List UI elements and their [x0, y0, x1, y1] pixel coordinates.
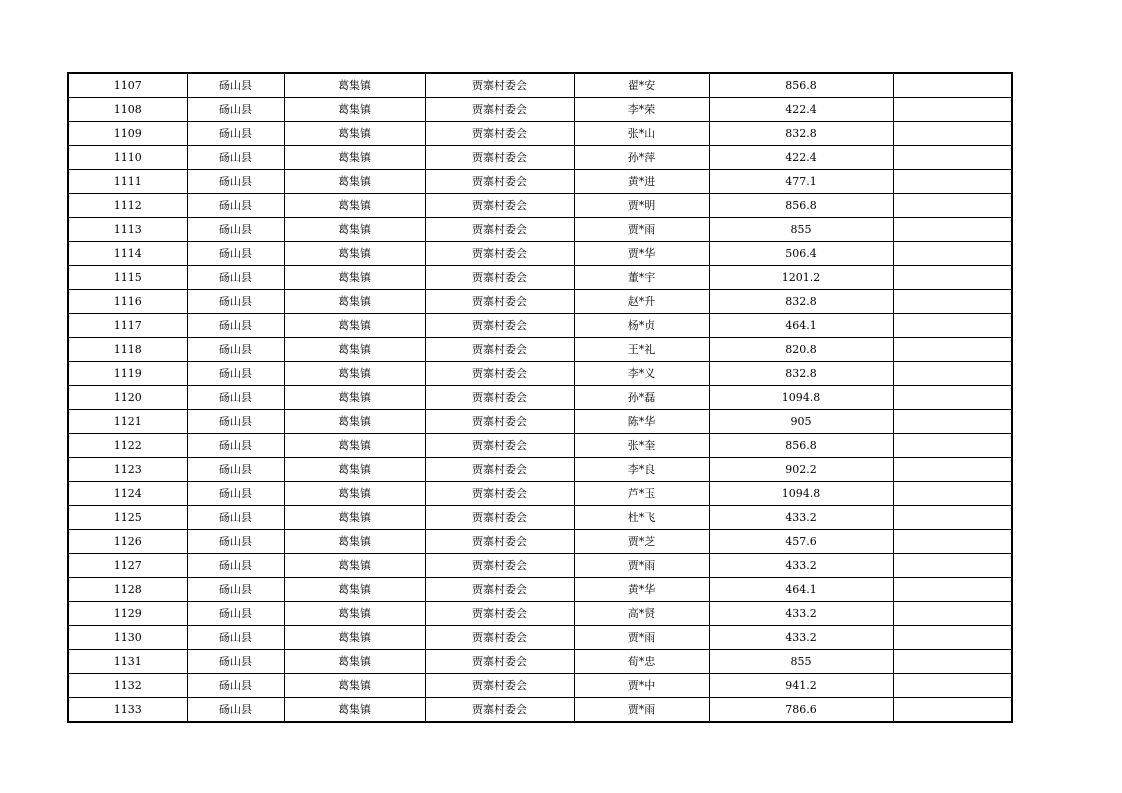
amount-cell: 820.8 [709, 338, 893, 362]
county-cell: 砀山县 [187, 434, 284, 458]
village-committee-cell: 贾寨村委会 [425, 698, 574, 723]
person-name-cell: 贾*明 [574, 194, 709, 218]
table-row [68, 434, 1012, 458]
town-cell: 葛集镇 [284, 218, 425, 242]
table-row [68, 698, 1012, 723]
table-row [68, 650, 1012, 674]
row-number-cell: 1110 [68, 146, 187, 170]
table-row [68, 73, 1012, 98]
table-row [68, 218, 1012, 242]
person-name-cell: 贾*雨 [574, 218, 709, 242]
row-number-cell: 1113 [68, 218, 187, 242]
amount-cell: 464.1 [709, 314, 893, 338]
amount-cell: 832.8 [709, 362, 893, 386]
note-cell [893, 530, 1012, 554]
town-cell: 葛集镇 [284, 386, 425, 410]
amount-cell: 832.8 [709, 122, 893, 146]
town-cell: 葛集镇 [284, 554, 425, 578]
table-row [68, 194, 1012, 218]
town-cell: 葛集镇 [284, 602, 425, 626]
row-number-cell: 1130 [68, 626, 187, 650]
amount-cell: 856.8 [709, 73, 893, 98]
person-name-cell: 李*良 [574, 458, 709, 482]
beneficiary-table [67, 72, 1013, 723]
village-committee-cell: 贾寨村委会 [425, 314, 574, 338]
village-committee-cell: 贾寨村委会 [425, 554, 574, 578]
town-cell: 葛集镇 [284, 674, 425, 698]
county-cell: 砀山县 [187, 482, 284, 506]
table-row [68, 578, 1012, 602]
row-number-cell: 1119 [68, 362, 187, 386]
town-cell: 葛集镇 [284, 290, 425, 314]
table-row [68, 554, 1012, 578]
note-cell [893, 290, 1012, 314]
village-committee-cell: 贾寨村委会 [425, 242, 574, 266]
town-cell: 葛集镇 [284, 506, 425, 530]
village-committee-cell: 贾寨村委会 [425, 674, 574, 698]
note-cell [893, 410, 1012, 434]
county-cell: 砀山县 [187, 98, 284, 122]
amount-cell: 1094.8 [709, 386, 893, 410]
county-cell: 砀山县 [187, 290, 284, 314]
row-number-cell: 1115 [68, 266, 187, 290]
county-cell: 砀山县 [187, 530, 284, 554]
amount-cell: 433.2 [709, 506, 893, 530]
note-cell [893, 146, 1012, 170]
table-row [68, 482, 1012, 506]
amount-cell: 477.1 [709, 170, 893, 194]
person-name-cell: 张*山 [574, 122, 709, 146]
county-cell: 砀山县 [187, 698, 284, 723]
amount-cell: 457.6 [709, 530, 893, 554]
amount-cell: 856.8 [709, 194, 893, 218]
village-committee-cell: 贾寨村委会 [425, 434, 574, 458]
village-committee-cell: 贾寨村委会 [425, 266, 574, 290]
county-cell: 砀山县 [187, 602, 284, 626]
amount-cell: 464.1 [709, 578, 893, 602]
row-number-cell: 1116 [68, 290, 187, 314]
table-row [68, 266, 1012, 290]
note-cell [893, 194, 1012, 218]
table-row [68, 122, 1012, 146]
person-name-cell: 贾*华 [574, 242, 709, 266]
row-number-cell: 1107 [68, 73, 187, 98]
note-cell [893, 73, 1012, 98]
row-number-cell: 1114 [68, 242, 187, 266]
county-cell: 砀山县 [187, 146, 284, 170]
town-cell: 葛集镇 [284, 73, 425, 98]
amount-cell: 832.8 [709, 290, 893, 314]
county-cell: 砀山县 [187, 506, 284, 530]
row-number-cell: 1120 [68, 386, 187, 410]
village-committee-cell: 贾寨村委会 [425, 650, 574, 674]
county-cell: 砀山县 [187, 122, 284, 146]
person-name-cell: 芦*玉 [574, 482, 709, 506]
town-cell: 葛集镇 [284, 362, 425, 386]
person-name-cell: 董*宇 [574, 266, 709, 290]
person-name-cell: 李*义 [574, 362, 709, 386]
table-row [68, 410, 1012, 434]
town-cell: 葛集镇 [284, 338, 425, 362]
table-row [68, 170, 1012, 194]
amount-cell: 855 [709, 218, 893, 242]
row-number-cell: 1131 [68, 650, 187, 674]
row-number-cell: 1132 [68, 674, 187, 698]
row-number-cell: 1111 [68, 170, 187, 194]
village-committee-cell: 贾寨村委会 [425, 578, 574, 602]
person-name-cell: 张*奎 [574, 434, 709, 458]
amount-cell: 506.4 [709, 242, 893, 266]
note-cell [893, 266, 1012, 290]
amount-cell: 855 [709, 650, 893, 674]
table-row [68, 386, 1012, 410]
amount-cell: 905 [709, 410, 893, 434]
person-name-cell: 杜*飞 [574, 506, 709, 530]
county-cell: 砀山县 [187, 242, 284, 266]
person-name-cell: 贾*雨 [574, 554, 709, 578]
village-committee-cell: 贾寨村委会 [425, 290, 574, 314]
table-row [68, 290, 1012, 314]
amount-cell: 433.2 [709, 602, 893, 626]
row-number-cell: 1133 [68, 698, 187, 723]
village-committee-cell: 贾寨村委会 [425, 410, 574, 434]
note-cell [893, 554, 1012, 578]
person-name-cell: 杨*贞 [574, 314, 709, 338]
town-cell: 葛集镇 [284, 626, 425, 650]
table-row [68, 674, 1012, 698]
person-name-cell: 贾*雨 [574, 698, 709, 723]
town-cell: 葛集镇 [284, 482, 425, 506]
village-committee-cell: 贾寨村委会 [425, 506, 574, 530]
row-number-cell: 1125 [68, 506, 187, 530]
village-committee-cell: 贾寨村委会 [425, 362, 574, 386]
village-committee-cell: 贾寨村委会 [425, 218, 574, 242]
person-name-cell: 黄*进 [574, 170, 709, 194]
village-committee-cell: 贾寨村委会 [425, 530, 574, 554]
village-committee-cell: 贾寨村委会 [425, 626, 574, 650]
row-number-cell: 1112 [68, 194, 187, 218]
county-cell: 砀山县 [187, 650, 284, 674]
person-name-cell: 李*荣 [574, 98, 709, 122]
county-cell: 砀山县 [187, 266, 284, 290]
village-committee-cell: 贾寨村委会 [425, 73, 574, 98]
amount-cell: 902.2 [709, 458, 893, 482]
row-number-cell: 1129 [68, 602, 187, 626]
note-cell [893, 242, 1012, 266]
person-name-cell: 赵*升 [574, 290, 709, 314]
town-cell: 葛集镇 [284, 122, 425, 146]
county-cell: 砀山县 [187, 626, 284, 650]
note-cell [893, 362, 1012, 386]
table-row [68, 458, 1012, 482]
person-name-cell: 黄*华 [574, 578, 709, 602]
county-cell: 砀山县 [187, 386, 284, 410]
note-cell [893, 338, 1012, 362]
person-name-cell: 贾*中 [574, 674, 709, 698]
town-cell: 葛集镇 [284, 266, 425, 290]
person-name-cell: 陈*华 [574, 410, 709, 434]
village-committee-cell: 贾寨村委会 [425, 602, 574, 626]
town-cell: 葛集镇 [284, 434, 425, 458]
county-cell: 砀山县 [187, 314, 284, 338]
county-cell: 砀山县 [187, 194, 284, 218]
amount-cell: 1201.2 [709, 266, 893, 290]
note-cell [893, 674, 1012, 698]
county-cell: 砀山县 [187, 338, 284, 362]
town-cell: 葛集镇 [284, 530, 425, 554]
county-cell: 砀山县 [187, 410, 284, 434]
table-row [68, 314, 1012, 338]
county-cell: 砀山县 [187, 170, 284, 194]
note-cell [893, 314, 1012, 338]
row-number-cell: 1121 [68, 410, 187, 434]
county-cell: 砀山县 [187, 362, 284, 386]
row-number-cell: 1118 [68, 338, 187, 362]
town-cell: 葛集镇 [284, 98, 425, 122]
village-committee-cell: 贾寨村委会 [425, 146, 574, 170]
note-cell [893, 626, 1012, 650]
village-committee-cell: 贾寨村委会 [425, 122, 574, 146]
row-number-cell: 1109 [68, 122, 187, 146]
note-cell [893, 506, 1012, 530]
amount-cell: 1094.8 [709, 482, 893, 506]
note-cell [893, 698, 1012, 723]
town-cell: 葛集镇 [284, 194, 425, 218]
village-committee-cell: 贾寨村委会 [425, 386, 574, 410]
table-row [68, 626, 1012, 650]
person-name-cell: 高*贤 [574, 602, 709, 626]
county-cell: 砀山县 [187, 73, 284, 98]
table-body [68, 73, 1012, 722]
note-cell [893, 578, 1012, 602]
village-committee-cell: 贾寨村委会 [425, 98, 574, 122]
county-cell: 砀山县 [187, 458, 284, 482]
town-cell: 葛集镇 [284, 314, 425, 338]
person-name-cell: 翟*安 [574, 73, 709, 98]
row-number-cell: 1123 [68, 458, 187, 482]
row-number-cell: 1126 [68, 530, 187, 554]
town-cell: 葛集镇 [284, 146, 425, 170]
table-row [68, 362, 1012, 386]
amount-cell: 433.2 [709, 626, 893, 650]
town-cell: 葛集镇 [284, 650, 425, 674]
village-committee-cell: 贾寨村委会 [425, 458, 574, 482]
amount-cell: 856.8 [709, 434, 893, 458]
table-row [68, 146, 1012, 170]
person-name-cell: 孙*萍 [574, 146, 709, 170]
town-cell: 葛集镇 [284, 578, 425, 602]
table-row [68, 530, 1012, 554]
row-number-cell: 1117 [68, 314, 187, 338]
person-name-cell: 孙*磊 [574, 386, 709, 410]
row-number-cell: 1108 [68, 98, 187, 122]
note-cell [893, 458, 1012, 482]
row-number-cell: 1128 [68, 578, 187, 602]
town-cell: 葛集镇 [284, 410, 425, 434]
amount-cell: 786.6 [709, 698, 893, 723]
person-name-cell: 贾*雨 [574, 626, 709, 650]
note-cell [893, 122, 1012, 146]
table-row [68, 506, 1012, 530]
county-cell: 砀山县 [187, 674, 284, 698]
table-row [68, 98, 1012, 122]
row-number-cell: 1122 [68, 434, 187, 458]
town-cell: 葛集镇 [284, 170, 425, 194]
amount-cell: 941.2 [709, 674, 893, 698]
person-name-cell: 贾*芝 [574, 530, 709, 554]
note-cell [893, 650, 1012, 674]
amount-cell: 433.2 [709, 554, 893, 578]
note-cell [893, 434, 1012, 458]
amount-cell: 422.4 [709, 98, 893, 122]
person-name-cell: 王*礼 [574, 338, 709, 362]
town-cell: 葛集镇 [284, 242, 425, 266]
person-name-cell: 荀*忠 [574, 650, 709, 674]
note-cell [893, 482, 1012, 506]
row-number-cell: 1127 [68, 554, 187, 578]
table-row [68, 602, 1012, 626]
town-cell: 葛集镇 [284, 698, 425, 723]
village-committee-cell: 贾寨村委会 [425, 194, 574, 218]
note-cell [893, 218, 1012, 242]
note-cell [893, 386, 1012, 410]
note-cell [893, 602, 1012, 626]
note-cell [893, 170, 1012, 194]
county-cell: 砀山县 [187, 218, 284, 242]
note-cell [893, 98, 1012, 122]
row-number-cell: 1124 [68, 482, 187, 506]
county-cell: 砀山县 [187, 554, 284, 578]
village-committee-cell: 贾寨村委会 [425, 338, 574, 362]
table-row [68, 242, 1012, 266]
amount-cell: 422.4 [709, 146, 893, 170]
county-cell: 砀山县 [187, 578, 284, 602]
town-cell: 葛集镇 [284, 458, 425, 482]
village-committee-cell: 贾寨村委会 [425, 170, 574, 194]
table-row [68, 338, 1012, 362]
village-committee-cell: 贾寨村委会 [425, 482, 574, 506]
